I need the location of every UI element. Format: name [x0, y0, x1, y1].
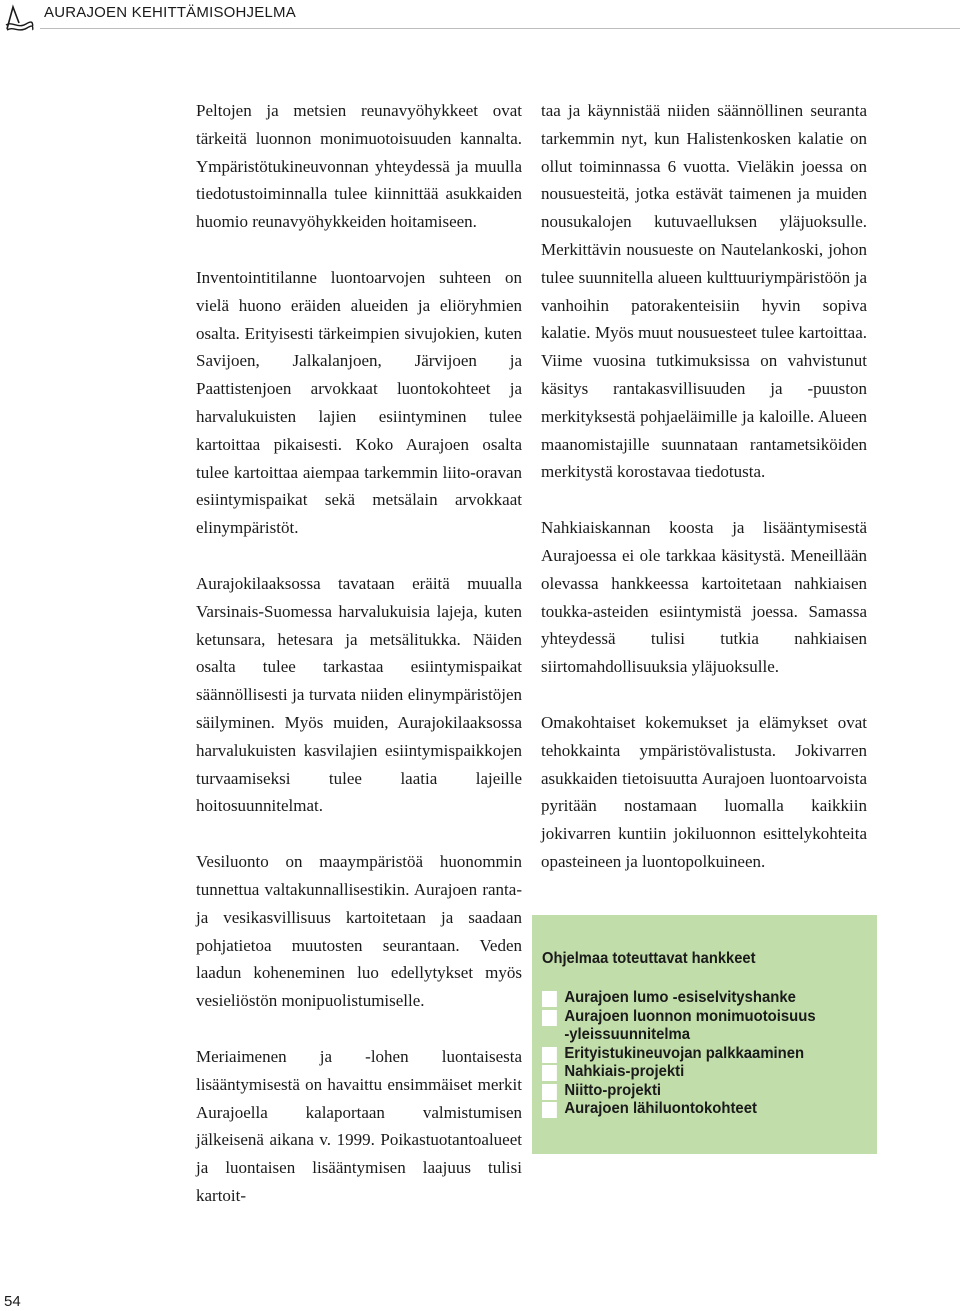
page-number: 54	[4, 1293, 21, 1310]
paragraph: taa ja käynnistää niiden säännöllinen seuranta tarkemmin nyt, kun Halistenkosken kalatie on ollut toiminnassa 6 vuotta. Vieläkin joessa on nousuesteitä, jotka estävät taimenen ja muiden nousukalojen kutuvaelluksen yläjuoksulle. Merkittävin nousueste on Nautelankoski, johon tulee suunnitella alueen kulttuuriympäristöön ja vanhoihin patorakenteisiin hyvin sopiva kalatie. Myös muut nousuesteet tulee kartoittaa. Viime vuosina tutkimuksissa on vahvistunut käsitys rantakasvillisuuden ja -puuston merkityksestä pohjaeläimille ja kaloille. Alueen maanomistajille suunnataan rantametsiköiden merkitystä korostavaa tiedotusta.	[541, 101, 867, 482]
paragraph: Meriaimenen ja -lohen luontaisesta lisääntymisestä on havaittu ensimmäiset merkit Aurajoella kalaportaan valmistumisen jälkeisenä aikana v. 1999. Poikastuotantoalueet ja luontaisen lisääntymisen laajuus tulisi kartoit-	[196, 1046, 522, 1205]
paragraph: Omakohtaiset kokemukset ja elämykset ovat tehokkainta ympäristövalistusta. Jokivarren asukkaiden tietoisuutta Aurajoen luontoarvoista pyritään nostamaan luomalla kaikkiin jokivarren kuntiin jokiluonnon esittelykohteita opasteineen ja luontopolkuineen.	[541, 712, 867, 871]
header-divider	[40, 28, 960, 29]
white-square-icon	[542, 1102, 557, 1118]
white-square-icon	[542, 1010, 557, 1026]
list-item	[542, 1045, 816, 1064]
project-label: Nahkiais-projekti	[564, 1063, 685, 1080]
paragraph: Nahkiaiskannan koosta ja lisääntymisestä Aurajoessa ei ole tarkkaa käsitystä. Meneillään olevassa hankkeessa kartoitetaan nahkiaisen toukka-asteiden esiintymistä joessa. Samassa yhteydessä tulisi tutkia nahkiaisen siirtomahdollisuuksia yläjuoksulle.	[541, 518, 867, 677]
project-label: Niitto-projekti	[564, 1081, 662, 1099]
paragraph: Peltojen ja metsien reunavyöhykkeet ovat tärkeitä luonnon monimuotoisuuden kannalta. Ympäristötukineuvonnan yhteydessä ja muulla tiedotustoiminnalla tulee kiinnittää asukkaiden huomio reunavyöhykkeiden hoitamiseen.	[196, 101, 522, 232]
river-logo-icon	[4, 3, 34, 33]
project-label: Aurajoen luonnon monimuotoisuus	[564, 1007, 816, 1025]
list-item	[542, 1008, 816, 1027]
paragraph: Inventointitilanne luontoarvojen suhteen on vielä huono eräiden alueiden ja eliöryhmien osalta. Erityisesti tärkeimpien sivujokien, kuten Savijoen, Jalkalanjoen, Järvijoen ja Paattistenjoen arvokkaat luontokohteet ja harvalukuisten lajien esiintyminen tulee kartoittaa pikaisesti. Koko Aurajoen osalta tulee kartoittaa aiempaa tarkemmin liito-oravan esiintymispaikat sekä metsälain arvokkaat elinympäristöt.	[196, 267, 522, 538]
projects-list	[542, 989, 836, 1119]
list-item	[542, 1063, 816, 1082]
project-label: -yleissuunnitelma	[564, 1026, 691, 1043]
page-header	[0, 0, 960, 34]
projects-box-title: Ohjelmaa toteuttavat hankkeet	[542, 950, 756, 967]
paragraph: Aurajokilaaksossa tavataan eräitä muualla Varsinais-Suomessa harvalukuisia lajeja, kuten ketunsara, hetesara ja metsälitukka. Näiden osalta tulee tarkastaa esiintymispaikat säännöllisesti ja turvata niiden elinympäristöjen säilyminen. Myös muiden, Aurajokilaaksossa harvalukuisten kasvilajien esiintymispaikkojen turvaamiseksi tulee laatia lajeille hoitosuunnitelmat.	[196, 573, 522, 816]
project-label: Erityistukineuvojan palkkaaminen	[564, 1044, 805, 1062]
left-text-column	[196, 97, 522, 1210]
white-square-icon	[542, 1065, 557, 1081]
list-item	[542, 1082, 816, 1101]
right-text-column	[541, 97, 867, 876]
project-label: Aurajoen lumo -esiselvityshanke	[564, 989, 796, 1006]
list-item	[542, 989, 816, 1008]
white-square-icon	[542, 1047, 557, 1063]
white-square-icon	[542, 1084, 557, 1100]
list-item	[542, 1100, 816, 1119]
list-item	[542, 1026, 816, 1045]
project-label: Aurajoen lähiluontokohteet	[564, 1100, 757, 1117]
publication-title: AURAJOEN KEHITTÄMISOHJELMA	[44, 4, 296, 21]
white-square-icon	[542, 991, 557, 1007]
projects-box	[532, 915, 877, 1154]
paragraph: Vesiluonto on maaympäristöä huonommin tunnettua valtakunnallisestikin. Aurajoen ranta- ja vesikasvillisuus kartoitetaan ja saadaan pohjatietoa muutosten seurantaan. Veden laadun koheneminen luo edellytykset myös vesieliöstön monipuolistumiselle.	[196, 852, 522, 1011]
